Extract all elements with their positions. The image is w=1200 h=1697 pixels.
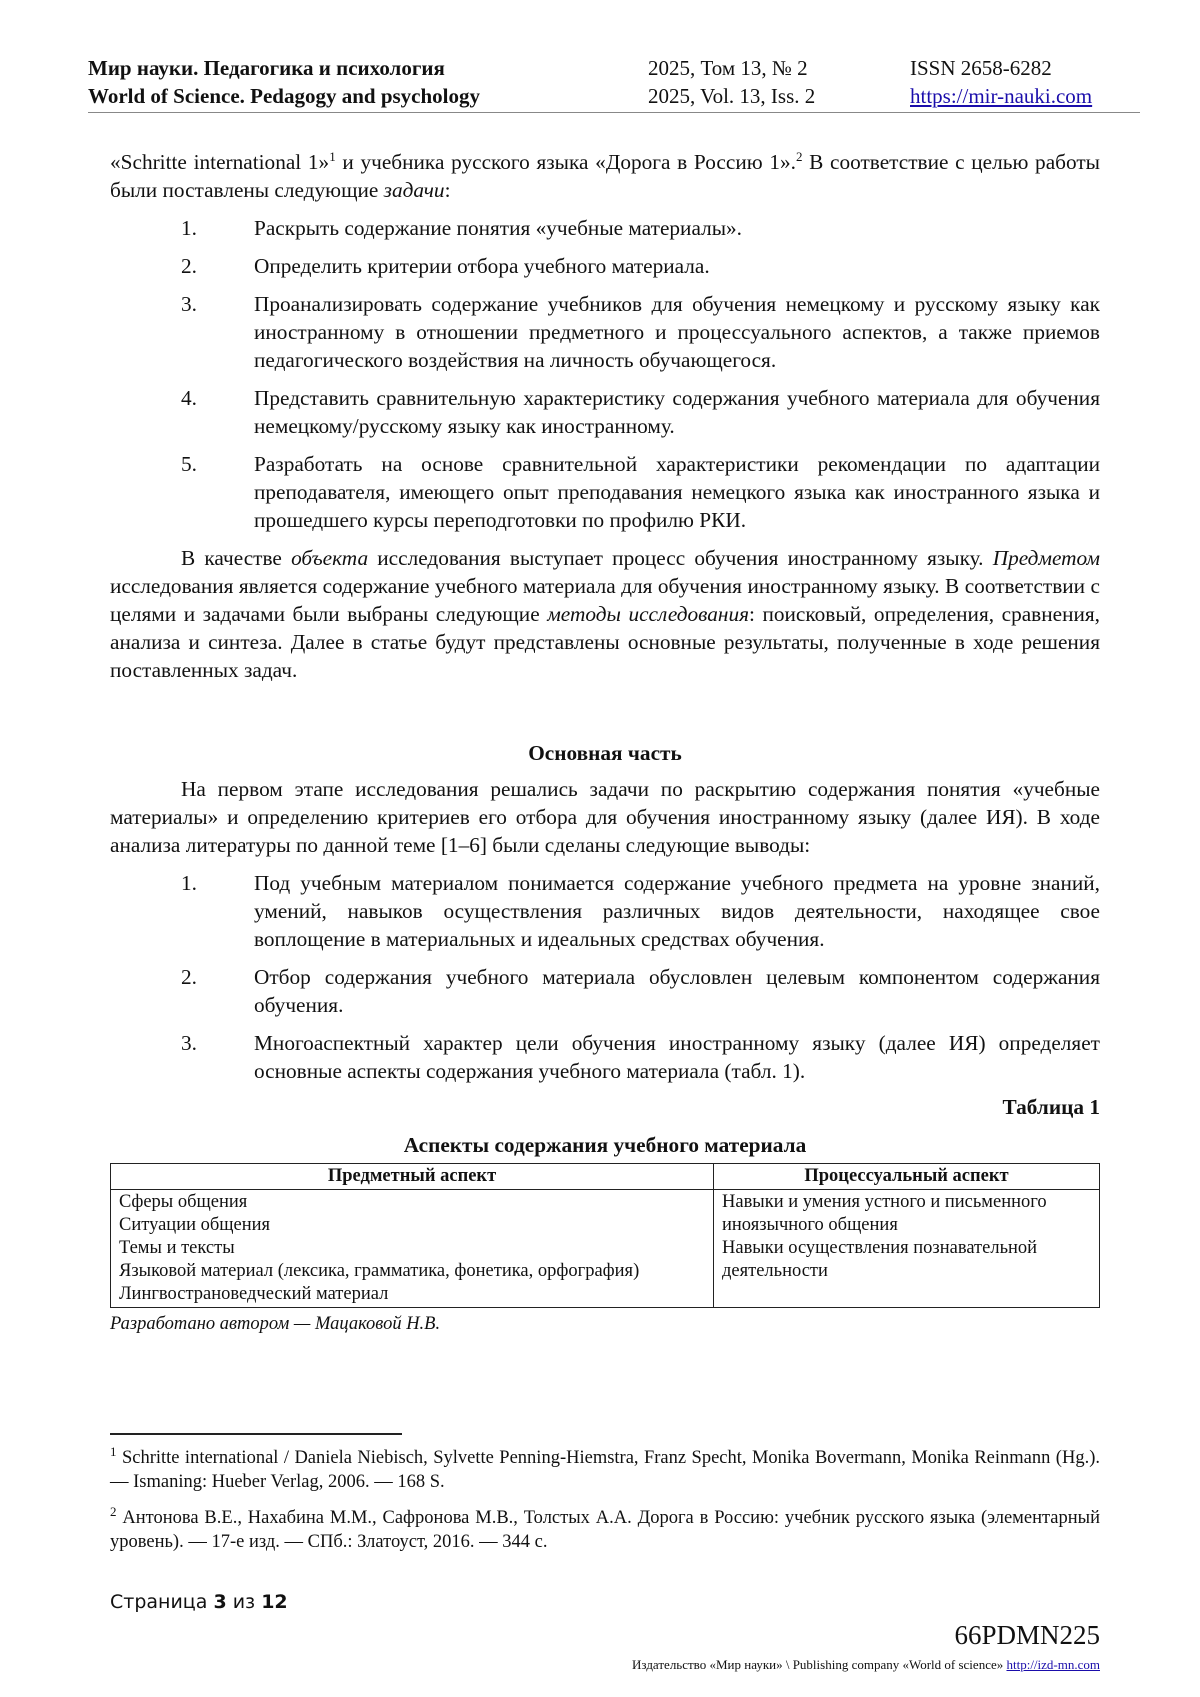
methods-emphasis: методы исследования [547, 602, 750, 626]
table-row [111, 1190, 1100, 1308]
table-label: Таблица 1 [1002, 1095, 1100, 1119]
table-header-row [111, 1164, 1100, 1190]
journal-header [88, 54, 1120, 114]
journal-title-ru: Мир науки. Педагогика и психология [88, 56, 445, 80]
list-text: Отбор содержания учебного материала обусловлен целевым компонентом содержания обучения. [254, 965, 1100, 1017]
footnote-text: Антонова В.Е., Нахабина М.М., Сафронова М.В., Толстых А.А. Дорога в Россию: учебник русского языка (элементарный уровень). — 17-е изд. — СПб.: Златоуст, 2016. — 344 с. [110, 1508, 1100, 1552]
article-code: 66PDMN225 [954, 1620, 1100, 1650]
intro-text-d: : [444, 178, 451, 202]
footnote-2 [110, 1503, 1100, 1554]
issn-block [910, 54, 1092, 110]
list-text: Разработать на основе сравнительной характеристики рекомендации по адаптации преподавателя, имеющего опыт преподавания немецкого языка как иностранного языка и прошедшего курсы переподготовки по профилю РКИ. [254, 452, 1100, 532]
subject-emphasis: Предметом [992, 546, 1100, 570]
object-paragraph [110, 544, 1100, 684]
list-text: Проанализировать содержание учебников для обучения немецкому и русскому языку как иностранному в отношении предметного и процессуального аспектов, а также приемов педагогического воздействия на личность обучающегося. [254, 292, 1100, 372]
tasks-list [110, 214, 1100, 534]
page-number [110, 1591, 288, 1613]
table-cell-line: Навыки осуществления познавательной деятельности [722, 1238, 1038, 1281]
list-item [110, 450, 1100, 534]
list-text: Под учебным материалом понимается содержание учебного предмета на уровне знаний, умений, навыков осуществления различных видов деятельности, находящее свое воплощение в материальных и идеальных средствах обучения. [254, 871, 1100, 951]
list-number: 5. [181, 452, 197, 476]
list-text: Представить сравнительную характеристику содержания учебного материала для обучения немецкому/русскому языку как иностранному. [254, 386, 1100, 438]
table-title: Аспекты содержания учебного материала [403, 1133, 807, 1157]
intro-text-c: В соответствие с целью работы были поставлены следующие [110, 150, 1100, 202]
footnote-ref-1[interactable]: 1 [329, 148, 336, 164]
page-of: из [226, 1591, 262, 1613]
list-item [110, 290, 1100, 374]
table-source: Разработано автором — Мацаковой Н.В. [110, 1314, 441, 1334]
main-paragraph: На первом этапе исследования решались задачи по раскрытию содержания понятия «учебные материалы» и определению критериев его отбора для обучения иностранному языку (далее ИЯ). В ходе анализа литературы по данной теме [1–6] были сделаны следующие выводы: [110, 777, 1100, 857]
intro-paragraph [110, 148, 1100, 204]
table-cell-line: Сферы общения [119, 1192, 248, 1212]
intro-text-a: «Schritte international 1» [110, 150, 330, 174]
table-cell-line: Темы и тексты [119, 1238, 235, 1258]
issue-en: 2025, Vol. 13, Iss. 2 [648, 84, 816, 108]
footnote-1 [110, 1443, 1100, 1494]
footnote-ref-2[interactable]: 2 [795, 148, 803, 164]
footnote-divider [110, 1433, 402, 1435]
article-body [110, 148, 1100, 1338]
list-number: 2. [181, 254, 197, 278]
table-cell-line: Ситуации общения [119, 1215, 271, 1235]
findings-list [110, 869, 1100, 1085]
section-title: Основная часть [528, 741, 682, 765]
list-item [110, 214, 1100, 242]
object-text-b: исследования выступает процесс обучения иностранному языку. [368, 546, 993, 570]
publisher-link[interactable]: http://izd-mn.com [1006, 1657, 1100, 1672]
journal-url-link[interactable]: https://mir-nauki.com [910, 84, 1093, 108]
list-item [110, 963, 1100, 1019]
journal-title-block [88, 54, 480, 110]
object-text-a: В качестве [181, 546, 292, 570]
page-word: Страница [110, 1591, 214, 1613]
header-divider [88, 112, 1140, 113]
publisher-line [632, 1657, 1100, 1673]
list-item [110, 1029, 1100, 1085]
table-cell-line: Лингвострановедческий материал [119, 1284, 389, 1304]
table-header-process: Процессуальный аспект [714, 1164, 1100, 1190]
list-item [110, 384, 1100, 440]
issue-block [648, 54, 815, 110]
footnotes [110, 1443, 1100, 1566]
table-cell-line: Языковой материал (лексика, грамматика, фонетика, орфография) [119, 1261, 640, 1281]
footnote-text: Schritte international / Daniela Niebisch, Sylvette Penning-Hiemstra, Franz Specht, Monika Bovermann, Monika Reinmann (Hg.). — Ismaning: Hueber Verlag, 2006. — 168 S. [110, 1448, 1100, 1492]
object-text-c: исследования является содержание учебного материала для обучения иностранному языку. В соответствии с целями и задачами были выбраны следующие [110, 574, 1100, 626]
list-number: 1. [181, 871, 197, 895]
list-item [110, 869, 1100, 953]
page-total: 12 [261, 1591, 288, 1613]
intro-emphasis: задачи [383, 178, 445, 202]
issue-ru: 2025, Том 13, № 2 [648, 56, 808, 80]
footnote-marker: 2 [110, 1503, 117, 1519]
table-cell-subject [111, 1190, 714, 1308]
list-number: 4. [181, 386, 197, 410]
table-cell-line: Навыки и умения устного и письменного иноязычного общения [722, 1192, 1047, 1235]
table-cell-process [714, 1190, 1100, 1308]
list-number: 3. [181, 1031, 197, 1055]
list-item [110, 252, 1100, 280]
aspects-table [110, 1163, 1100, 1308]
list-number: 3. [181, 292, 197, 316]
issn: ISSN 2658-6282 [910, 56, 1052, 80]
list-number: 1. [181, 216, 197, 240]
intro-text-b: и учебника русского языка «Дорога в Россию 1». [335, 150, 796, 174]
list-number: 2. [181, 965, 197, 989]
list-text: Многоаспектный характер цели обучения иностранному языку (далее ИЯ) определяет основные аспекты содержания учебного материала (табл. 1). [254, 1031, 1100, 1083]
page-current: 3 [213, 1591, 227, 1613]
table-header-subject: Предметный аспект [111, 1164, 714, 1190]
publisher-text: Издательство «Мир науки» \ Publishing company «World of science» [632, 1657, 1007, 1672]
list-text: Определить критерии отбора учебного материала. [254, 254, 710, 278]
footnote-marker: 1 [110, 1443, 117, 1459]
list-text: Раскрыть содержание понятия «учебные материалы». [254, 216, 742, 240]
journal-title-en: World of Science. Pedagogy and psychology [88, 84, 481, 108]
object-emphasis: объекта [291, 546, 369, 570]
object-text-d: : поисковый, определения, сравнения, анализа и синтеза. Далее в статье будут представлены основные результаты, полученные в ходе решения поставленных задач. [110, 602, 1100, 682]
